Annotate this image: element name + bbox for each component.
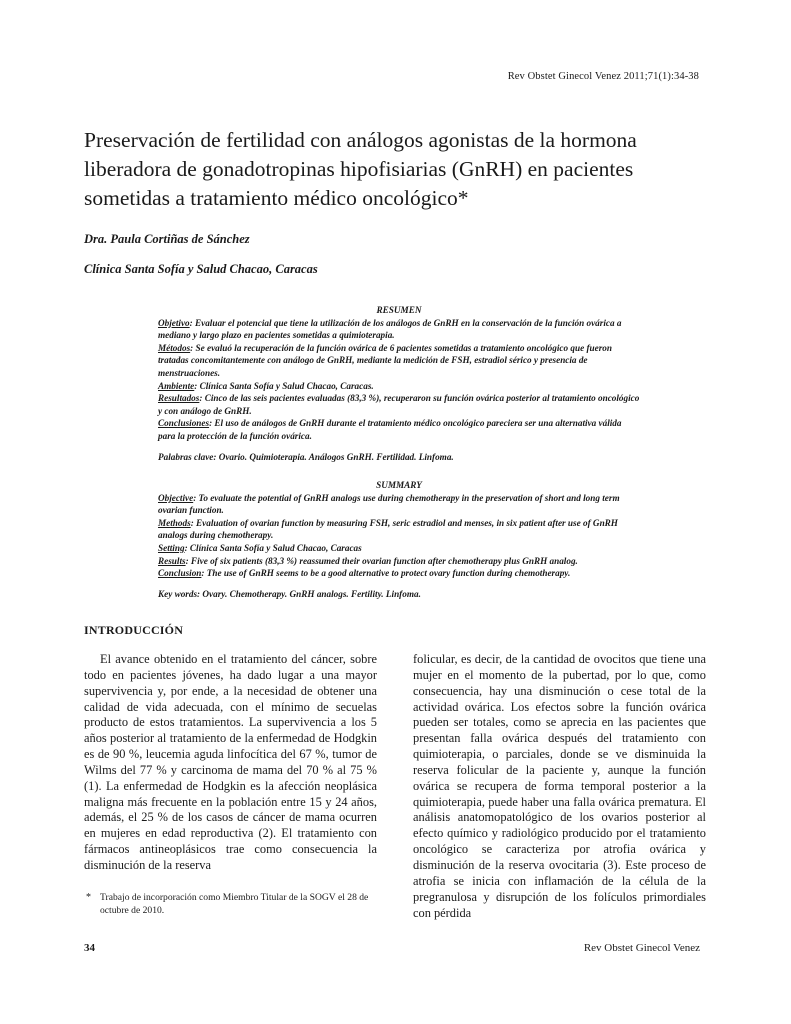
author-affiliation: Clínica Santa Sofía y Salud Chacao, Caracas: [84, 262, 318, 276]
summary-heading: SUMMARY: [376, 480, 422, 490]
author-name: Dra. Paula Cortiñas de Sánchez: [84, 232, 250, 246]
section-label: Conclusion: [158, 568, 202, 579]
section-label: Conclusiones: [158, 418, 210, 429]
section-text: : Evaluar el potencial que tiene la utilización de los análogos de GnRH en la conservación de la función ovárica a mediano y largo plazo en pacientes sometidas a quimioterapia.: [158, 317, 622, 341]
summary-keywords: Key words: Ovary. Chemotherapy. GnRH analogs. Fertility. Linfoma.: [158, 588, 421, 599]
footnote-text: Trabajo de incorporación como Miembro Titular de la SOGV el 28 de octubre de 2010.: [100, 892, 369, 916]
section-label: Resultados: [158, 393, 200, 404]
section-label: Objective: [158, 492, 194, 503]
page-number: 34: [84, 942, 95, 954]
section-text: : Se evaluó la recuperación de la función ovárica de 6 pacientes sometidas a tratamiento oncológico que fueron tratadas concomitantemente con análogo de GnRH, mediante la medición de FSH, estradiol sérico y presencia de menstruaciones.: [158, 342, 612, 378]
section-label: Ambiente: [158, 380, 195, 391]
section-label: Métodos: [158, 342, 191, 353]
resumen-metodos: [158, 342, 640, 380]
summary-setting: [158, 542, 640, 555]
section-label: Results: [158, 555, 186, 566]
section-text: : Clínica Santa Sofía y Salud Chacao, Caracas.: [194, 380, 374, 391]
abstract-english: [158, 479, 640, 600]
section-text: : El uso de análogos de GnRH durante el tratamiento médico oncológico pareciera ser una alternativa válida para la protección de la función ovárica.: [158, 418, 622, 441]
journal-reference: Rev Obstet Ginecol Venez 2011;71(1):34-38: [507, 71, 699, 82]
article-title: Preservación de fertilidad con análogos agonistas de la hormona liberadora de gonadotropinas hipofisiarias (GnRH) en pacientes sometidas a tratamiento médico oncológico*: [84, 128, 637, 210]
abstract-spanish: [158, 304, 640, 463]
section-text: : The use of GnRH seems to be a good alternative to protect ovary function during chemotherapy.: [201, 568, 571, 579]
section-label: Methods: [158, 517, 191, 528]
section-text: : Five of six patients (83,3 %) reassumed their ovarian function after chemotherapy plus GnRH analog.: [185, 555, 578, 566]
summary-methods: [158, 517, 640, 542]
section-text: : To evaluate the potential of GnRH analogs use during chemotherapy in the preservation of short and long term ovarian function.: [158, 492, 620, 516]
section-label: Objetivo: [158, 317, 190, 328]
footnote-marker: *: [86, 892, 91, 903]
section-text: : Clínica Santa Sofía y Salud Chacao, Caracas: [184, 542, 362, 553]
footer-journal-name: Rev Obstet Ginecol Venez: [583, 942, 700, 954]
resumen-keywords: Palabras clave: Ovario. Quimioterapia. Análogos GnRH. Fertilidad. Linfoma.: [158, 451, 454, 462]
resumen-heading: RESUMEN: [376, 305, 422, 315]
summary-conclusion: [158, 567, 640, 580]
resumen-resultados: [158, 392, 640, 417]
resumen-conclusiones: [158, 417, 640, 442]
body-column-left: El avance obtenido en el tratamiento del cáncer, sobre todo en pacientes jóvenes, ha dado lugar a una mayor supervivencia y, por ende, a la necesidad de obtener una calidad de vida adecuada, con el mínimo de secuelas producto de estos tratamientos. La supervivencia a los 5 años posterior al tratamiento de la enfermedad de Hodgkin es de 90 %, leucemia aguda linfocítica del 67 %, tumor de Wilms del 77 % y carcinoma de mama del 70 % al 75 % (1). La enfermedad de Hodgkin es la afección neoplásica maligna más frecuente en la población entre 15 y 24 años, además, el 25 % de los casos de cáncer de mama ocurren en mujeres en edad reproductiva (2). El tratamiento con fármacos antineoplásicos trae como consecuencia la disminución de la reserva: [84, 652, 377, 872]
section-label: Setting: [158, 542, 185, 553]
resumen-objetivo: [158, 317, 640, 342]
section-text: : Evaluation of ovarian function by measuring FSH, seric estradiol and menses, in six patient after use of GnRH analogs during chemotherapy.: [158, 517, 618, 541]
summary-results: [158, 555, 640, 568]
section-heading-introduccion: INTRODUCCIÓN: [84, 623, 184, 637]
body-column-right: folicular, es decir, de la cantidad de ovocitos que tiene una mujer en el momento de la pubertad, por lo que, como consecuencia, hay una disminución o cese total de la actividad ovárica. Los efectos sobre la función ovárica pueden ser totales, como se aprecia en las pacientes que presentan falla ovárica después del tratamiento con quimioterapia, o parciales, donde se ve disminuida la reserva folicular de la paciente y, aunque la función ovárica se recupera de forma temporal posterior a la quimioterapia, puede haber una falla ovárica prematura. El análisis anatomopatológico de los ovarios posterior al efecto químico y radiológico producido por el tratamiento oncológico se caracteriza por atrofia ovárica y disminución de la reserva ovocitaria (3). Este proceso de atrofia se inicia con inflamación de la célula de la pregranulosa y disrupción de los folículos primordiales con pérdida: [413, 652, 706, 920]
resumen-ambiente: [158, 380, 640, 393]
section-text: : Cinco de las seis pacientes evaluadas (83,3 %), recuperaron su función ovárica posterior al tratamiento oncológico y con análogo de GnRH.: [158, 393, 640, 416]
summary-objective: [158, 492, 640, 517]
